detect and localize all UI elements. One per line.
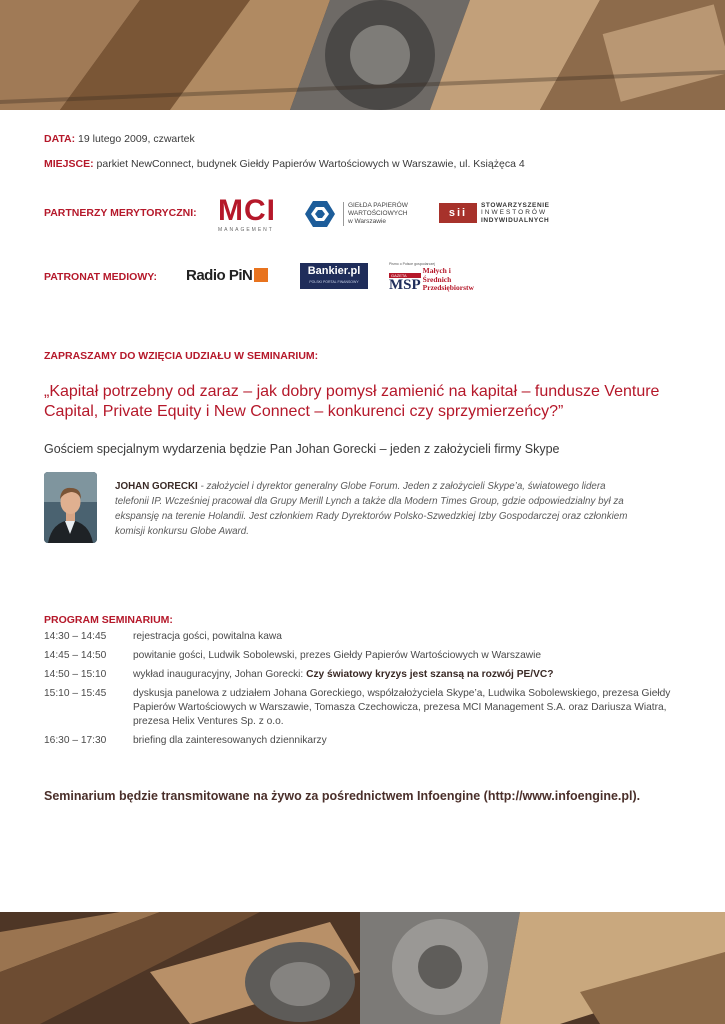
date-value: 19 lutego 2009, czwartek xyxy=(78,133,195,145)
mci-logo-text: MCI xyxy=(218,194,276,227)
program-time: 14:30 – 14:45 xyxy=(44,631,107,642)
bankier-subtext: POLSKI PORTAL FINANSOWY xyxy=(309,280,359,284)
program-desc: rejestracja gości, powitalna kawa xyxy=(133,631,282,642)
place-value: parkiet NewConnect, budynek Giełdy Papierów Wartościowych w Warszawie, ul. Książęca 4 xyxy=(96,158,525,170)
seminar-title: „Kapitał potrzebny od zaraz – jak dobry pomysł zamienić na kapitał – fundusze Venture Capital, Private Equity i New Connect – konkurenci czy sprzymierzeńcy?” xyxy=(44,383,660,420)
bankier-logo xyxy=(300,263,368,289)
bio-name: JOHAN GORECKI xyxy=(115,481,198,492)
msp-mark: MSP xyxy=(389,276,421,293)
header-photo xyxy=(0,0,725,110)
stream-notice: Seminarium będzie transmitowane na żywo za pośrednictwem Infoengine (http://www.infoengine.pl). xyxy=(44,789,641,803)
gpw-line-1: GIEŁDA PAPIERÓW xyxy=(348,202,408,209)
patrons-label: PATRONAT MEDIOWY: xyxy=(44,271,157,283)
msp-line-1: Małych i Średnich xyxy=(422,266,452,284)
invite-heading: ZAPRASZAMY DO WZIĘCIA UDZIAŁU W SEMINARIUM: xyxy=(44,350,319,362)
bankier-text: Bankier.pl xyxy=(307,265,361,277)
radio-pin-logo xyxy=(186,262,272,288)
gpw-emblem-icon xyxy=(303,199,337,229)
sii-mark: sii xyxy=(439,203,477,223)
program-time: 14:50 – 15:10 xyxy=(44,669,107,680)
program-title: PROGRAM SEMINARIUM: xyxy=(44,614,173,626)
letterpress-image-bottom xyxy=(0,912,725,1024)
letterpress-image-top xyxy=(0,0,725,110)
special-guest-line: Gościem specjalnym wydarzenia będzie Pan Johan Gorecki – jeden z założycieli firmy Skype xyxy=(44,442,560,456)
program-time: 14:45 – 14:50 xyxy=(44,650,107,661)
sii-logo xyxy=(439,200,573,226)
program-row xyxy=(44,649,684,663)
sii-line-3: INDYWIDUALNYCH xyxy=(481,216,550,224)
event-place xyxy=(44,158,525,170)
program-row xyxy=(44,734,684,748)
msp-top-line: Pismo o Polsce gospodarczej xyxy=(389,262,435,266)
place-label: MIEJSCE: xyxy=(44,158,94,170)
partners-label: PARTNERZY MERYTORYCZNI: xyxy=(44,207,197,219)
bio-text: - założyciel i dyrektor generalny Globe Forum. Jeden z założycieli Skype’a, światowego lidera telefonii IP. Wcześniej pracował dla Grupy Merill Lynch a także dla Modern Times Group, gdzie odpowiedzialny był za ekspansję na terenie Holandii. Jest członkiem Rady Dyrektorów Polsko-Szwedzkiej Izby Gospodarczej oraz członkiem komisji konkursu Globe Award. xyxy=(115,481,628,537)
program-time: 15:10 – 15:45 xyxy=(44,688,107,699)
guest-bio xyxy=(115,479,635,539)
program-row xyxy=(44,668,684,682)
msp-line-2: Przedsiębiorstw xyxy=(422,283,474,292)
radio-pin-mark-icon xyxy=(254,268,268,282)
program-desc: briefing dla zainteresowanych dziennikarzy xyxy=(133,735,327,746)
sii-line-1: STOWARZYSZENIE xyxy=(481,201,550,209)
gpw-line-3: w Warszawie xyxy=(348,218,387,225)
sii-line-2: INWESTORÓW xyxy=(481,209,548,217)
gpw-logo xyxy=(303,194,423,234)
program-desc: powitanie gości, Ludwik Sobolewski, prezes Giełdy Papierów Wartościowych w Warszawie xyxy=(133,650,542,661)
program-time: 16:30 – 17:30 xyxy=(44,735,107,746)
mci-management-logo xyxy=(218,196,288,234)
program-list xyxy=(44,630,684,753)
portrait-image xyxy=(44,472,97,543)
program-row xyxy=(44,630,684,644)
mci-logo-subtext: MANAGEMENT xyxy=(218,227,274,233)
guest-photo xyxy=(44,472,97,543)
gpw-line-2: WARTOŚCIOWYCH xyxy=(348,210,408,217)
program-row xyxy=(44,687,684,729)
radio-pin-text: Radio PiN xyxy=(186,266,253,284)
date-label: DATA: xyxy=(44,133,76,145)
msp-gazeta-logo xyxy=(389,262,481,293)
event-date xyxy=(44,133,195,145)
footer-photo xyxy=(0,912,725,1024)
program-desc: dyskusja panelowa z udziałem Johana Goreckiego, współzałożyciela Skype’a, Ludwika Sobolewskiego, prezesa Giełdy Papierów Wartościowych w Warszawie, Tomasza Czechowicza, prezesa MCI Management S.A. oraz Dariusza Wiatra, prezesa Helix Ventures Sp. z o.o. xyxy=(133,688,671,727)
program-desc: wykład inauguracyjny, Johan Gorecki: Czy światowy kryzys jest szansą na rozwój PE/VC? xyxy=(133,669,554,680)
msp-gazeta: GAZETA xyxy=(389,273,421,278)
